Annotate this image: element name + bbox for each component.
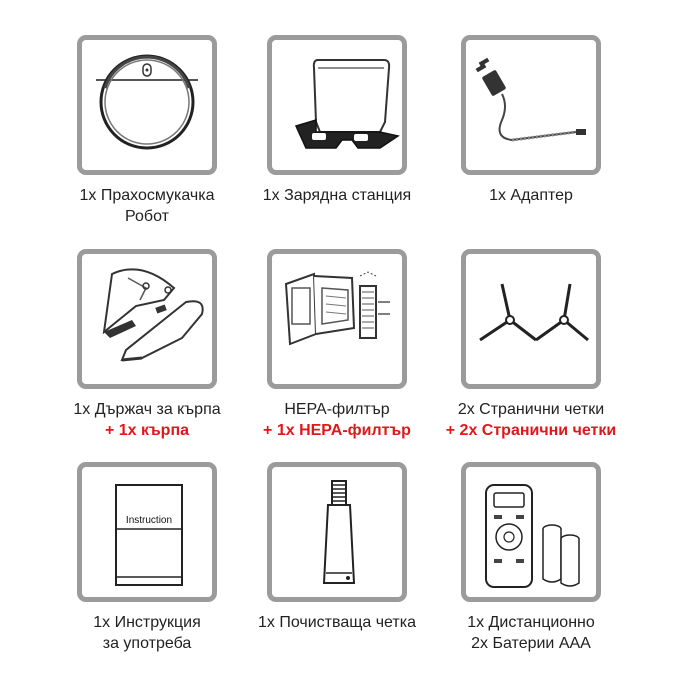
item-caption — [37, 612, 257, 654]
adapter-icon — [466, 40, 596, 170]
item-frame — [267, 462, 407, 602]
caption-extra: + 1x HEPA-филтър — [263, 422, 411, 439]
caption-line: 1x Зарядна станция — [262, 187, 412, 204]
charging-station-icon — [272, 40, 402, 170]
caption-line: 1x Инструкция — [93, 614, 201, 631]
cleaning-brush-icon — [272, 467, 402, 597]
item-caption — [37, 399, 257, 441]
instruction-label: Instruction — [125, 515, 173, 526]
remote-control-icon — [466, 467, 596, 597]
caption-line: 2x Странични четки — [457, 401, 605, 418]
caption-extra: + 2x Странични четки — [445, 422, 617, 439]
caption-line: 1x Държач за кърпа — [73, 401, 221, 418]
caption-line: Робот — [125, 208, 169, 225]
item-caption — [227, 612, 447, 633]
caption-line: HEPA-филтър — [284, 401, 390, 418]
robot-vacuum-icon — [82, 40, 212, 170]
caption-line: 1x Адаптер — [489, 187, 573, 204]
item-caption — [37, 185, 257, 227]
side-brushes-icon — [466, 254, 596, 384]
item-frame — [267, 35, 407, 175]
instruction-manual-icon — [82, 467, 212, 597]
item-caption — [421, 612, 641, 654]
caption-line: 1x Прахосмукачка — [79, 187, 215, 204]
caption-line: 1x Дистанционно — [467, 614, 595, 631]
caption-line: 2x Батерии AAA — [471, 635, 591, 652]
mop-holder-icon — [82, 254, 212, 384]
item-caption — [421, 399, 641, 441]
item-caption — [227, 399, 447, 441]
item-frame — [461, 35, 601, 175]
caption-line: за употреба — [102, 635, 192, 652]
item-frame — [77, 249, 217, 389]
item-caption — [421, 185, 641, 206]
item-frame — [267, 249, 407, 389]
hepa-filter-icon — [272, 254, 402, 384]
caption-extra: + 1x кърпа — [104, 422, 190, 439]
item-frame — [461, 249, 601, 389]
item-caption — [227, 185, 447, 206]
item-frame — [461, 462, 601, 602]
caption-line: 1x Почистваща четка — [258, 614, 416, 631]
item-frame — [77, 35, 217, 175]
item-frame — [77, 462, 217, 602]
